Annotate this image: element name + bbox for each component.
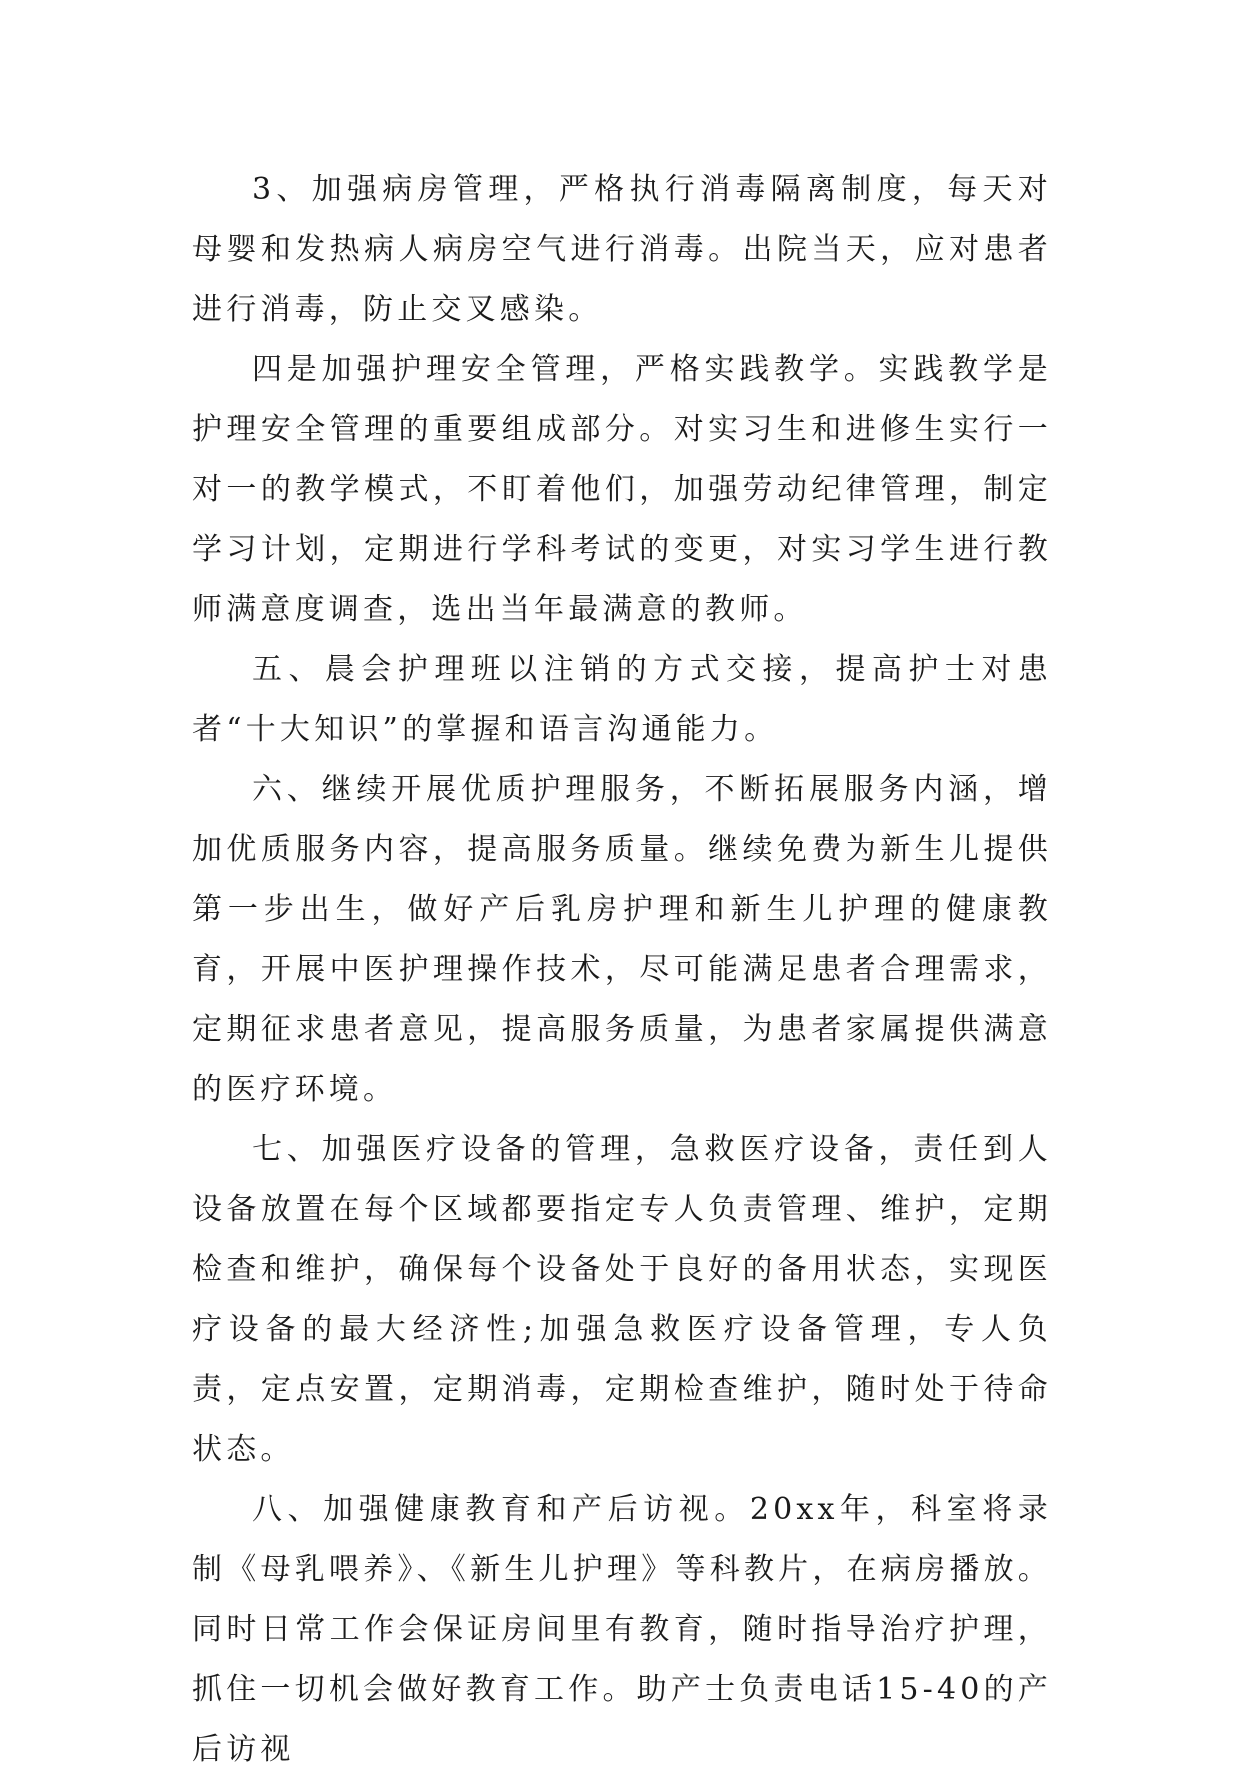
paragraph-nursing-safety: 四是加强护理安全管理，严格实践教学。实践教学是护理安全管理的重要组成部分。对实习生和进修生实行一对一的教学模式，不盯着他们，加强劳动纪律管理，制定学习计划，定期进行学科考试的变更，对实习学生进行教师满意度调查，选出当年最满意的教师。 (192, 352, 1052, 627)
paragraph-medical-equipment: 七、加强医疗设备的管理，急救医疗设备，责任到人设备放置在每个区域都要指定专人负责管理、维护，定期检查和维护，确保每个设备处于良好的备用状态，实现医疗设备的最大经济性;加强急救医疗设备管理，专人负责，定点安置，定期消毒，定期检查维护，随时处于待命状态。 (192, 1132, 1052, 1467)
document-body (192, 160, 1052, 1780)
paragraph-quality-service: 六、继续开展优质护理服务，不断拓展服务内涵，增加优质服务内容，提高服务质量。继续免费为新生儿提供第一步出生，做好产后乳房护理和新生儿护理的健康教育，开展中医护理操作技术，尽可能满足患者合理需求，定期征求患者意见，提高服务质量，为患者家属提供满意的医疗环境。 (192, 772, 1052, 1107)
paragraph-health-education: 八、加强健康教育和产后访视。20xx年，科室将录制《母乳喂养》、《新生儿护理》等科教片，在病房播放。同时日常工作会保证房间里有教育，随时指导治疗护理，抓住一切机会做好教育工作。助产士负责电话15-40的产后访视 (192, 1492, 1052, 1767)
paragraph-ward-management: 3、加强病房管理，严格执行消毒隔离制度，每天对母婴和发热病人病房空气进行消毒。出院当天，应对患者进行消毒，防止交叉感染。 (192, 172, 1052, 327)
paragraph-morning-handover: 五、晨会护理班以注销的方式交接，提高护士对患者“十大知识”的掌握和语言沟通能力。 (192, 652, 1052, 747)
